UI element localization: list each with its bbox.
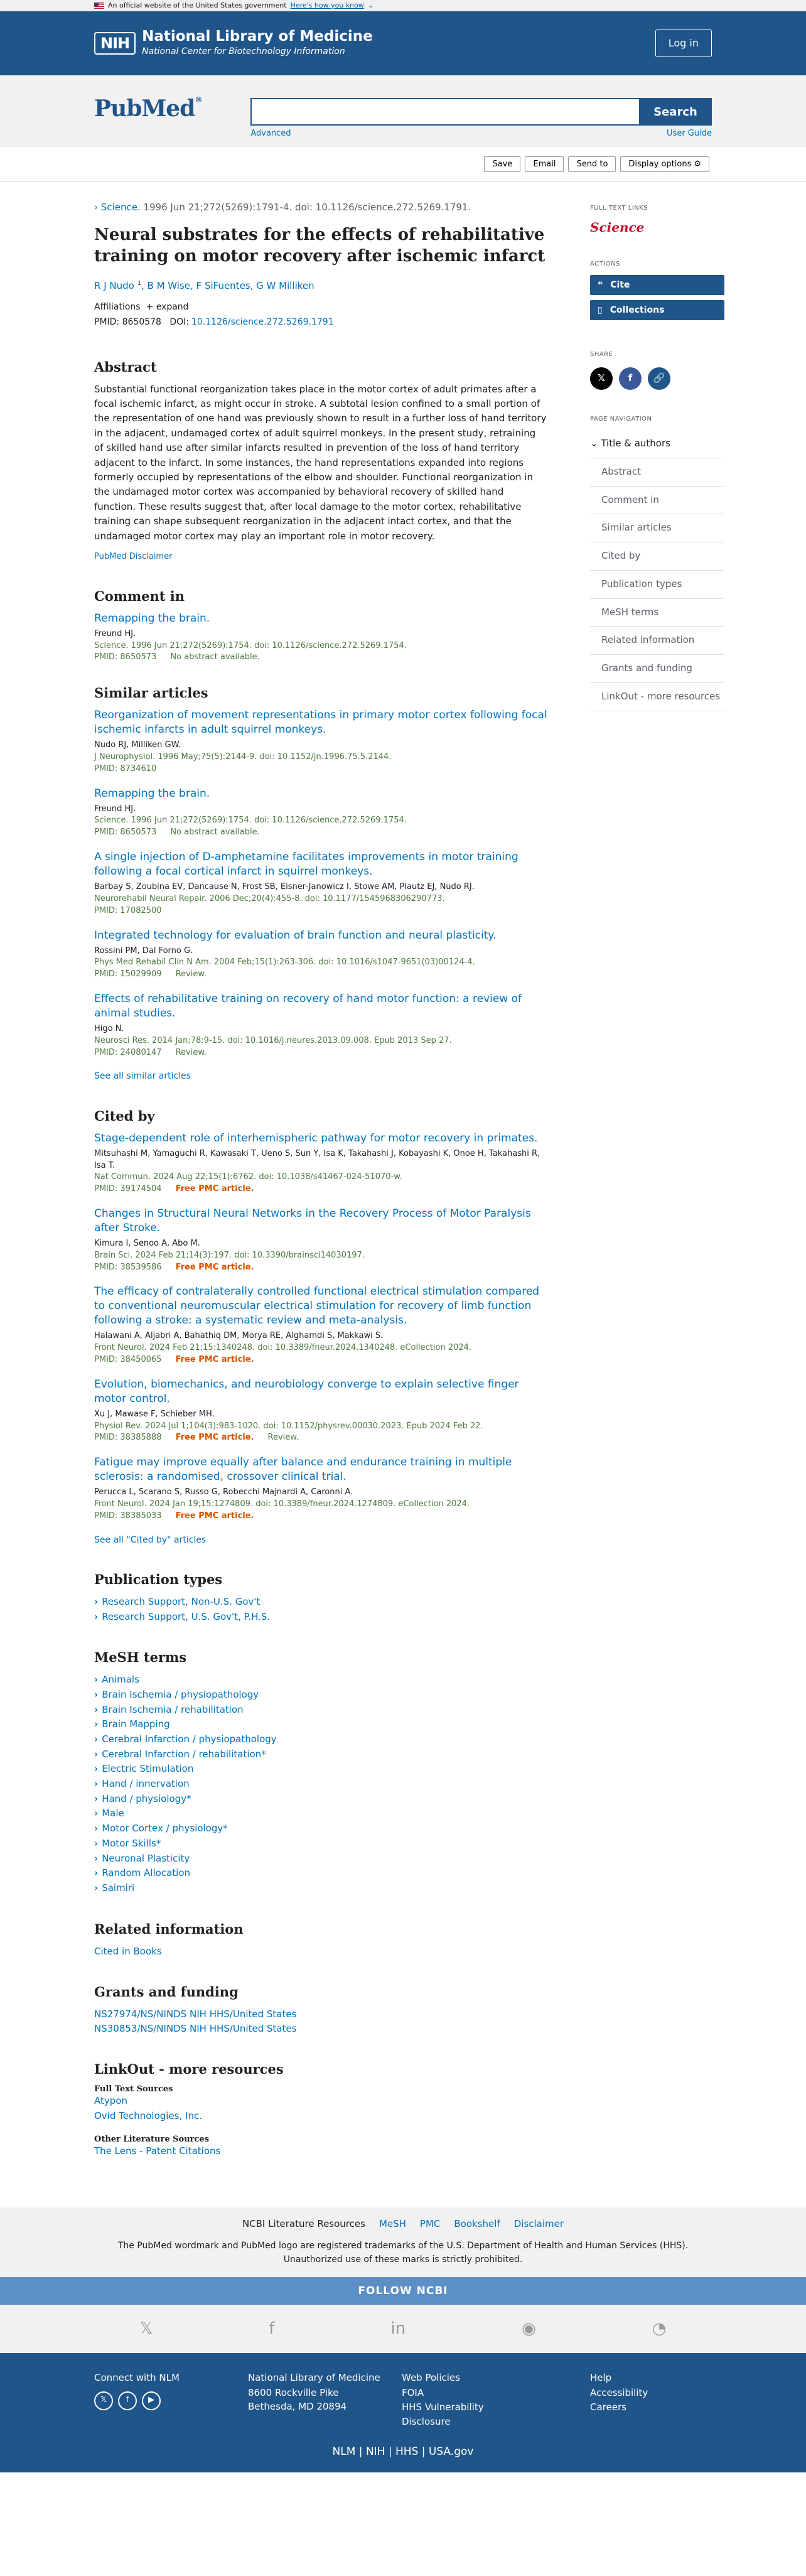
- list-item: [94, 1595, 547, 1610]
- pmid-label: PMID:: [94, 317, 120, 328]
- list-item: [94, 1806, 547, 1821]
- nav-item[interactable]: [590, 571, 724, 599]
- mesh-term-link[interactable]: › Hand / innervation: [94, 1778, 190, 1789]
- ncbi-name: National Center for Biotechnology Information: [142, 46, 345, 57]
- display-options-button[interactable]: [620, 156, 709, 172]
- publication-types-list: [94, 1595, 547, 1624]
- linkout-heading: LinkOut - more resources: [94, 2061, 284, 2078]
- page-navigation: [590, 430, 721, 711]
- user-guide-link[interactable]: User Guide: [667, 129, 712, 138]
- article-authors: Halawani A, Aljabri A, Bahathiq DM, Morya RE, Alghamdi S, Makkawi S.: [94, 1331, 384, 1341]
- nih-logo-icon: NIH: [94, 32, 136, 55]
- nav-item[interactable]: [590, 430, 724, 458]
- chevron-down-icon: ⌄: [367, 1, 374, 10]
- list-item: [94, 612, 547, 664]
- nih-link[interactable]: NIH: [365, 2445, 385, 2459]
- footer-link[interactable]: PMC: [419, 2218, 441, 2230]
- article-link[interactable]: Stage-dependent role of interhemispheric pathway for motor recovery in primates.: [94, 1131, 538, 1145]
- address-line: 8600 Rockville Pike: [248, 2386, 339, 2398]
- pmid: PMID: 38385033: [94, 1511, 162, 1521]
- nav-item-label: Cited by: [601, 550, 641, 561]
- facebook-icon[interactable]: f: [269, 2319, 275, 2338]
- nav-item-label: Abstract: [601, 465, 641, 477]
- mesh-term-link[interactable]: › Brain Ischemia / rehabilitation: [94, 1704, 244, 1715]
- pmid: PMID: 38539586: [94, 1262, 162, 1272]
- collections-label: Collections: [610, 305, 665, 315]
- author-link[interactable]: B M Wise: [147, 280, 190, 292]
- list-item: [94, 1732, 547, 1747]
- doi-label: DOI:: [169, 317, 189, 328]
- trademark-text-2: Unauthorized use of these marks is strictly prohibited.: [283, 2255, 523, 2265]
- list-item: [94, 1777, 547, 1792]
- list-item: [94, 1762, 547, 1777]
- how-you-know-link[interactable]: Here's how you know: [290, 1, 364, 10]
- article-authors: Barbay S, Zoubina EV, Dancause N, Frost SB, Eisner-Janowicz I, Stowe AM, Plautz EJ, Nudo RJ.: [94, 882, 475, 892]
- free-pmc-link[interactable]: Free PMC article.: [175, 1184, 254, 1194]
- rss-icon[interactable]: ◔: [652, 2319, 667, 2338]
- article-journal: Physiol Rev. 2024 Jul 1;104(3):983-1020. doi: 10.1152/physrev.00030.2023. Epub 2024 Feb 22.: [94, 1421, 483, 1431]
- mesh-term-link[interactable]: › Male: [94, 1808, 124, 1819]
- article-pmid: [94, 652, 547, 664]
- article-link[interactable]: Evolution, biomechanics, and neurobiology converge to explain selective finger motor control.: [94, 1377, 519, 1405]
- article-citation: [94, 201, 547, 215]
- advanced-search-link[interactable]: Advanced: [250, 129, 291, 138]
- nav-item[interactable]: [590, 599, 724, 627]
- article-pmid: [94, 1511, 547, 1522]
- pubtype-link[interactable]: › Research Support, Non-U.S. Gov't: [94, 1596, 260, 1607]
- footer: [0, 2207, 806, 2472]
- grants-heading: Grants and funding: [94, 1983, 239, 2000]
- affiliation-marker: 1: [137, 280, 141, 288]
- see-all-cited-link[interactable]: See all "Cited by" articles: [94, 1534, 207, 1545]
- mesh-term-link[interactable]: › Motor Skills*: [94, 1838, 161, 1849]
- article-authors: Rossini PM, Dal Forno G.: [94, 946, 193, 956]
- grant-link[interactable]: NS30853/NS/NINDS NIH HHS/United States: [94, 2023, 297, 2035]
- bookmark-icon: ▯: [598, 305, 603, 315]
- list-item: [94, 708, 547, 775]
- full-text-sources-heading: Full Text Sources: [94, 2084, 173, 2094]
- plus-icon: +: [146, 302, 154, 313]
- similar-articles-list: [94, 708, 547, 1059]
- list-item: [94, 1703, 547, 1718]
- affiliations[interactable]: [94, 301, 547, 313]
- article-pmid: [94, 1183, 547, 1195]
- author-link[interactable]: F SiFuentes: [196, 280, 250, 292]
- footer-link[interactable]: NCBI Literature Resources: [242, 2218, 365, 2230]
- actions-toolbar: [0, 147, 806, 182]
- free-pmc-link[interactable]: Free PMC article.: [175, 1511, 254, 1521]
- similar-heading: Similar articles: [94, 685, 208, 701]
- article-link[interactable]: A single injection of D-amphetamine facilitates improvements in motor training following a focal cortical infarct in squirrel monkeys.: [94, 851, 519, 878]
- article-link[interactable]: Remapping the brain.: [94, 612, 210, 625]
- pmid: PMID: 17082500: [94, 905, 162, 915]
- nav-item-label: Comment in: [601, 493, 659, 505]
- pmid: PMID: 8650573: [94, 827, 157, 838]
- article-pmid: [94, 969, 547, 981]
- list-item: [94, 1836, 547, 1851]
- list-item: [94, 1610, 547, 1625]
- address-line: Bethesda, MD 20894: [248, 2401, 347, 2413]
- gov-links: NLM | NIH | HHS | USA.gov: [332, 2445, 474, 2459]
- footer-literature: [0, 2207, 806, 2277]
- nav-item[interactable]: [590, 627, 724, 655]
- pmid: PMID: 8650573: [94, 652, 157, 662]
- nav-item-label: Similar articles: [601, 522, 672, 534]
- article-pmid: [94, 763, 547, 775]
- see-all-similar-link[interactable]: See all similar articles: [94, 1071, 191, 1082]
- other-sources-heading: Other Literature Sources: [94, 2134, 210, 2144]
- actions-heading: ACTIONS: [590, 260, 620, 267]
- author-link[interactable]: G W Milliken: [256, 280, 314, 292]
- follow-ncbi: FOLLOW NCBI: [0, 2277, 806, 2305]
- search-button[interactable]: Search: [639, 98, 712, 126]
- article-journal: Nat Commun. 2024 Aug 22;15(1):6762. doi: 10.1038/s41467-024-51070-w.: [94, 1172, 402, 1182]
- linkout-link[interactable]: The Lens - Patent Citations: [94, 2145, 221, 2157]
- nav-item-label: Title & authors: [601, 438, 670, 449]
- pmid: PMID: 38450065: [94, 1354, 162, 1364]
- article-authors: Xu J, Mawase F, Schieber MH.: [94, 1409, 215, 1419]
- help-link[interactable]: Help: [590, 2372, 612, 2384]
- list-item: [94, 1851, 547, 1867]
- article-journal: Front Neurol. 2024 Feb 21;15:1340248. doi: 10.3389/fneur.2024.1340248. eCollection 2024.: [94, 1343, 472, 1353]
- linkedin-icon[interactable]: in: [390, 2319, 406, 2338]
- pmid: PMID: 8734610: [94, 763, 157, 773]
- list-item: [94, 1747, 547, 1762]
- us-flag-icon: [94, 3, 104, 9]
- email-button[interactable]: Email: [525, 156, 564, 172]
- note: Review.: [175, 969, 207, 979]
- pubtype-link[interactable]: › Research Support, U.S. Gov't, P.H.S.: [94, 1611, 270, 1622]
- gov-banner: [0, 0, 806, 11]
- affiliations-label: Affiliations: [94, 302, 141, 313]
- send-to-button[interactable]: Send to: [568, 156, 616, 172]
- grant-link[interactable]: NS27974/NS/NINDS NIH HHS/United States: [94, 2008, 297, 2020]
- list-item: [94, 1673, 547, 1688]
- list-item: [94, 1207, 547, 1273]
- cited-by-heading: Cited by: [94, 1107, 155, 1124]
- nav-item-label: Publication types: [601, 578, 682, 590]
- pubmed-logo-text: PubMed: [94, 95, 195, 122]
- share-buttons: [590, 367, 712, 390]
- trademark-text: The PubMed wordmark and PubMed logo are registered trademarks of the U.S. Department of Health and Human Services (HHS).: [117, 2240, 689, 2251]
- article-authors: Higo N.: [94, 1023, 124, 1033]
- youtube-icon[interactable]: ▶: [142, 2391, 161, 2410]
- careers-link[interactable]: Careers: [590, 2401, 626, 2413]
- github-icon[interactable]: ◉: [522, 2319, 536, 2338]
- nlm-home-link[interactable]: National Library of Medicine: [248, 2372, 380, 2384]
- foia-link[interactable]: FOIA: [402, 2386, 424, 2398]
- article-journal: Brain Sci. 2024 Feb 21;14(3):197. doi: 10.3390/brainsci14030197.: [94, 1250, 365, 1260]
- list-item: [94, 1792, 547, 1807]
- list-item: [94, 1717, 547, 1732]
- gear-icon: ⚙: [694, 159, 701, 169]
- list-item: [94, 1881, 547, 1896]
- accessibility-link[interactable]: Accessibility: [590, 2386, 648, 2398]
- mesh-term-link[interactable]: › Random Allocation: [94, 1867, 190, 1878]
- trademark-notice: [0, 2239, 806, 2267]
- save-button[interactable]: Save: [484, 156, 520, 172]
- article-journal: Neurosci Res. 2014 Jan;78:9-15. doi: 10.1016/j.neures.2013.09.008. Epub 2013 Sep 27.: [94, 1035, 452, 1045]
- article-journal: Neurorehabil Neural Repair. 2006 Dec;20(4):455-8. doi: 10.1177/1545968306290773.: [94, 893, 445, 903]
- web-policies-link[interactable]: Web Policies: [402, 2372, 460, 2384]
- hhs-link[interactable]: HHS: [395, 2445, 419, 2459]
- x-twitter-icon[interactable]: 𝕏: [139, 2319, 153, 2338]
- mesh-term-link[interactable]: › Cerebral Infarction / rehabilitation*: [94, 1749, 266, 1760]
- list-item: [94, 1377, 547, 1444]
- journal-link[interactable]: Science.: [100, 202, 141, 213]
- search-bar: [0, 75, 806, 147]
- nav-item[interactable]: [590, 683, 724, 711]
- article-pmid: [94, 1262, 547, 1274]
- page-navigation-heading: PAGE NAVIGATION: [590, 415, 652, 423]
- article-pmid: [94, 905, 547, 917]
- author-list: R J Nudo $^1$, B M Wise, F SiFuentes, G W Milliken: [94, 280, 314, 292]
- nlm-footer: [0, 2353, 806, 2472]
- article-pmid: [94, 1047, 547, 1059]
- mesh-term-link[interactable]: › Animals: [94, 1674, 139, 1685]
- expand-toggle[interactable]: expand: [156, 302, 189, 313]
- login-button[interactable]: Log in: [655, 30, 712, 57]
- chevron-down-icon: ⌄: [590, 438, 601, 449]
- cite-label: Cite: [610, 280, 630, 290]
- list-item: [94, 992, 547, 1059]
- article-link[interactable]: Reorganization of movement representations in primary motor cortex following focal ischemic infarcts in adult squirrel monkeys.: [94, 709, 547, 736]
- note: Review.: [267, 1433, 299, 1443]
- nav-item-label: LinkOut - more resources: [601, 690, 721, 702]
- linkout-link[interactable]: Atypon: [94, 2095, 127, 2107]
- article-authors: Mitsuhashi M, Yamaguchi R, Kawasaki T, Ueno S, Sun Y, Isa K, Takahashi J, Kobayashi K, Onoe H, Takahashi R, Isa T.: [94, 1148, 540, 1170]
- article-journal: Front Neurol. 2024 Jan 19;15:1274809. doi: 10.3389/fneur.2024.1274809. eCollection 2024.: [94, 1499, 470, 1509]
- cited-by-list: [94, 1131, 547, 1522]
- pubmed-logo[interactable]: [94, 95, 202, 147]
- share-heading: SHARE: [590, 351, 613, 358]
- list-item: [94, 1455, 547, 1522]
- article-link[interactable]: Integrated technology for evaluation of brain function and neural plasticity.: [94, 929, 497, 942]
- pmid: PMID: 38385888: [94, 1433, 162, 1443]
- comment-heading: Comment in: [94, 588, 185, 604]
- list-item: [94, 929, 547, 981]
- article-link[interactable]: Fatigue may improve equally after balance and endurance training in multiple sclerosis: a randomised, crossover clinical trial.: [94, 1456, 512, 1484]
- doi-link[interactable]: 10.1126/science.272.5269.1791: [191, 317, 334, 328]
- cited-in-books-link[interactable]: Cited in Books: [94, 1945, 162, 1957]
- list-item: [94, 1285, 547, 1366]
- footer-link[interactable]: Disclaimer: [513, 2218, 564, 2230]
- note: No abstract available.: [170, 827, 260, 838]
- article-pmid: [94, 1354, 547, 1366]
- mesh-term-link[interactable]: › Brain Ischemia / physiopathology: [94, 1689, 259, 1700]
- cite-button[interactable]: [590, 275, 724, 295]
- mesh-term-link[interactable]: › Saimiri: [94, 1882, 134, 1894]
- note: No abstract available.: [170, 652, 260, 662]
- related-heading: Related information: [94, 1921, 244, 1937]
- article-journal: Phys Med Rehabil Clin N Am. 2004 Feb;15(1):263-306. doi: 10.1016/s1047-9651(03)00124-4.: [94, 957, 475, 967]
- article-link[interactable]: Changes in Structural Neural Networks in the Recovery Process of Motor Paralysis after Stroke.: [94, 1207, 531, 1234]
- disclaimer-link[interactable]: PubMed Disclaimer: [94, 551, 173, 561]
- full-text-links-heading: FULL TEXT LINKS: [590, 205, 648, 212]
- article-authors: Freund HJ.: [94, 804, 136, 814]
- facebook-icon[interactable]: f: [619, 367, 642, 390]
- display-options-label: Display options: [628, 159, 692, 169]
- mesh-term-link[interactable]: › Motor Cortex / physiology*: [94, 1823, 228, 1834]
- chevron-right-icon: ›: [94, 202, 98, 213]
- list-item: [94, 1821, 547, 1836]
- pmid: PMID: 39174504: [94, 1184, 162, 1194]
- hhs-vulnerability-link[interactable]: HHS Vulnerability Disclosure: [402, 2401, 484, 2428]
- footer-links: [0, 2218, 806, 2231]
- article-ids: [94, 316, 547, 328]
- article-authors: Kimura I, Senoo A, Abo M.: [94, 1238, 200, 1248]
- article-pmid: [94, 827, 547, 839]
- abstract-text: Substantial functional reorganization takes place in the motor cortex of adult primates after a focal ischemic infarct, as might occur in stroke. A subtotal lesion confined to a small portion of the representation of one hand was previously shown to result in a further loss of hand territory in the adjacent, undamaged cortex of adult squirrel monkeys. In the present study, retraining of skilled hand use after similar infarcts resulted in prevention of the loss of hand territory adjacent to the infarct. In some instances, the hand representations expanded into regions formerly occupied by representations of the elbow and shoulder. Functional reorganization in the undamaged motor cortex was accompanied by behavioral recovery of skilled hand function. These results suggest that, after local damage to the motor cortex, rehabilitative training can shape subsequent reorganization in the adjacent intact cortex, and that the undamaged motor cortex may play an important role in motor recovery.: [94, 383, 547, 542]
- citation-details: 1996 Jun 21;272(5269):1791-4. doi: 10.1126/science.272.5269.1791.: [140, 202, 471, 213]
- note: Review.: [175, 1047, 207, 1057]
- article-link[interactable]: Effects of rehabilitative training on recovery of hand motor function: a review of animal studies.: [94, 993, 522, 1020]
- article-authors: Nudo RJ, Milliken GW.: [94, 740, 181, 750]
- article-main: [94, 182, 547, 2158]
- nav-item[interactable]: [590, 542, 724, 571]
- quote-icon: ❝: [598, 280, 603, 290]
- social-icons: [0, 2305, 806, 2354]
- copy-link-icon[interactable]: 🔗: [648, 367, 670, 390]
- nlm-header: [0, 11, 806, 75]
- article-authors: Freund HJ.: [94, 628, 136, 639]
- list-item: [94, 1866, 547, 1881]
- article-link[interactable]: Remapping the brain.: [94, 787, 210, 800]
- nav-item[interactable]: [590, 514, 724, 542]
- registered-icon: ®: [195, 95, 202, 104]
- pmid: PMID: 24080147: [94, 1047, 162, 1057]
- search-input[interactable]: [250, 98, 639, 126]
- pubtypes-heading: Publication types: [94, 1571, 223, 1587]
- pmid: PMID: 15029909: [94, 969, 162, 979]
- facebook-icon[interactable]: f: [118, 2391, 137, 2410]
- mesh-terms-list: [94, 1673, 547, 1895]
- nlm-link[interactable]: NLM: [332, 2445, 356, 2459]
- nav-item-label: Related information: [601, 634, 695, 646]
- article-title: Neural substrates for the effects of rehabilitative training on motor recovery after ischemic infarct: [94, 225, 545, 266]
- linkout-link[interactable]: Ovid Technologies, Inc.: [94, 2110, 202, 2121]
- nav-item-label: Grants and funding: [601, 662, 692, 674]
- mesh-term-link[interactable]: › Brain Mapping: [94, 1718, 170, 1730]
- article-journal: Science. 1996 Jun 21;272(5269):1754. doi: 10.1126/science.272.5269.1754.: [94, 640, 407, 650]
- connect-heading: Connect with NLM: [94, 2372, 180, 2384]
- footer-link[interactable]: MeSH: [379, 2218, 406, 2230]
- nav-item-label: MeSH terms: [601, 606, 659, 618]
- article-journal: Science. 1996 Jun 21;272(5269):1754. doi: 10.1126/science.272.5269.1754.: [94, 816, 407, 826]
- x-twitter-icon[interactable]: 𝕏: [94, 2391, 113, 2410]
- science-journal-logo[interactable]: Science: [590, 219, 645, 235]
- nlm-logo[interactable]: [94, 29, 373, 58]
- free-pmc-link[interactable]: Free PMC article.: [175, 1354, 254, 1364]
- article-journal: J Neurophysiol. 1996 May;75(5):2144-9. doi: 10.1152/jn.1996.75.5.2144.: [94, 752, 392, 762]
- nav-item[interactable]: [590, 487, 724, 515]
- article-pmid: [94, 1432, 547, 1444]
- list-item: [94, 787, 547, 839]
- author-link[interactable]: R J Nudo: [94, 280, 134, 292]
- collections-button[interactable]: [590, 300, 724, 320]
- abstract-heading: Abstract: [94, 358, 157, 375]
- usagov-link[interactable]: USA.gov: [428, 2445, 474, 2459]
- footer-link[interactable]: Bookshelf: [454, 2218, 500, 2230]
- list-item: [94, 1131, 547, 1195]
- mesh-term-link[interactable]: › Cerebral Infarction / physiopathology: [94, 1733, 277, 1745]
- nlm-name: National Library of Medicine: [142, 28, 373, 45]
- list-item: [94, 850, 547, 917]
- list-item: [94, 1688, 547, 1703]
- nav-item[interactable]: [590, 458, 724, 487]
- article-authors: Perucca L, Scarano S, Russo G, Robecchi Majnardi A, Caronni A.: [94, 1487, 353, 1497]
- article-link[interactable]: The efficacy of contralaterally controlled functional electrical stimulation compared to conventional neuromuscular electrical stimulation for recovery of limb function following a stroke: a systematic review and meta-analysis.: [94, 1285, 540, 1327]
- mesh-heading: MeSH terms: [94, 1649, 187, 1666]
- x-twitter-icon[interactable]: 𝕏: [590, 367, 613, 390]
- mesh-term-link[interactable]: › Electric Stimulation: [94, 1763, 193, 1774]
- free-pmc-link[interactable]: Free PMC article.: [175, 1262, 254, 1272]
- mesh-term-link[interactable]: › Neuronal Plasticity: [94, 1853, 190, 1864]
- mesh-term-link[interactable]: › Hand / physiology*: [94, 1793, 191, 1804]
- sidebar: [590, 182, 721, 2158]
- nav-item[interactable]: [590, 655, 724, 683]
- free-pmc-link[interactable]: Free PMC article.: [175, 1433, 254, 1443]
- pmid-value: 8650578: [122, 317, 161, 328]
- gov-banner-text: An official website of the United States government: [108, 1, 287, 10]
